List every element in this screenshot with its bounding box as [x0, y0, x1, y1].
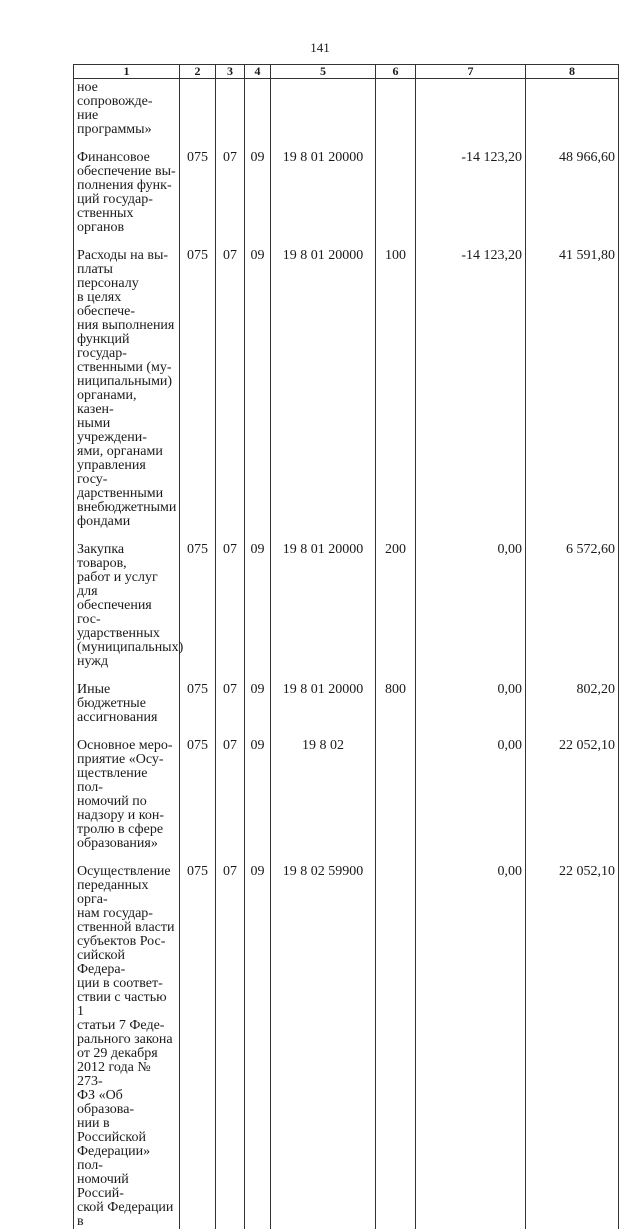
subsection-code-cell: 09: [245, 543, 271, 683]
item-name-line: Расходы на вы-: [77, 249, 176, 263]
header-col-5: 5: [271, 65, 376, 79]
page-number: 141: [0, 40, 640, 56]
item-name-line: функций государ-: [77, 333, 176, 361]
item-name-line: внебюджетными: [77, 501, 176, 515]
item-name-line: Закупка товаров,: [77, 543, 176, 571]
item-name-line: Осуществление: [77, 865, 176, 879]
item-name-line: ния выполнения: [77, 319, 176, 333]
subsection-code-cell: 09: [245, 739, 271, 865]
admin-code-cell: 075: [180, 151, 216, 249]
item-name-line: фондами: [77, 515, 176, 529]
item-name-line: ями, органами: [77, 445, 176, 459]
item-name-line: нам государ-: [77, 907, 176, 921]
item-name-line: органами, казен-: [77, 389, 176, 417]
item-name-line: переданных орга-: [77, 879, 176, 907]
expense-type-code-cell: [376, 865, 416, 1229]
table-body: [74, 79, 619, 1229]
item-name-line: работ и услуг для: [77, 571, 176, 599]
item-name-line: приятие «Осу-: [77, 753, 176, 767]
total-amount-cell: 41 591,80: [526, 249, 619, 543]
item-name-cell: [74, 543, 180, 683]
target-article-code-cell: 19 8 02 59900: [271, 865, 376, 1229]
item-name-line: субъектов Рос-: [77, 935, 176, 949]
admin-code-cell: 075: [180, 249, 216, 543]
total-amount-cell: 802,20: [526, 683, 619, 739]
table-row: [74, 151, 619, 249]
item-name-line: управления госу-: [77, 459, 176, 487]
total-amount-cell: 6 572,60: [526, 543, 619, 683]
item-name-line: нии в Российской: [77, 1117, 176, 1145]
subsection-code-cell: 09: [245, 249, 271, 543]
section-code-cell: 07: [216, 865, 245, 1229]
item-name-line: ствии с частью 1: [77, 991, 176, 1019]
table-row: [74, 739, 619, 865]
item-name-line: ществление пол-: [77, 767, 176, 795]
item-name-line: полнения функ-: [77, 179, 176, 193]
subsection-code-cell: 09: [245, 683, 271, 739]
table-row: [74, 865, 619, 1229]
header-col-2: 2: [180, 65, 216, 79]
section-code-cell: 07: [216, 543, 245, 683]
item-name-line: надзору и кон-: [77, 809, 176, 823]
section-code-cell: 07: [216, 151, 245, 249]
item-name-line: Федерации» пол-: [77, 1145, 176, 1173]
section-code-cell: 07: [216, 683, 245, 739]
table-row: [74, 683, 619, 739]
item-name-line: обеспечения гос-: [77, 599, 176, 627]
item-name-line: Основное меро-: [77, 739, 176, 753]
total-amount-cell: [526, 79, 619, 152]
section-code-cell: [216, 79, 245, 152]
item-name-line: ние программы»: [77, 109, 176, 137]
expense-type-code-cell: 100: [376, 249, 416, 543]
item-name-cell: [74, 249, 180, 543]
item-name-line: ции в соответ-: [77, 977, 176, 991]
header-col-7: 7: [416, 65, 526, 79]
item-name-line: 2012 года № 273-: [77, 1061, 176, 1089]
total-amount-cell: 22 052,10: [526, 739, 619, 865]
header-col-3: 3: [216, 65, 245, 79]
change-amount-cell: -14 123,20: [416, 249, 526, 543]
change-amount-cell: 0,00: [416, 865, 526, 1229]
item-name-line: номочий по: [77, 795, 176, 809]
header-col-6: 6: [376, 65, 416, 79]
item-name-line: ской Федерации в: [77, 1201, 176, 1229]
item-name-line: в целях обеспече-: [77, 291, 176, 319]
item-name-line: ственными (му-: [77, 361, 176, 375]
item-name-line: (муниципальных): [77, 641, 176, 655]
change-amount-cell: -14 123,20: [416, 151, 526, 249]
change-amount-cell: 0,00: [416, 683, 526, 739]
item-name-line: обеспечение вы-: [77, 165, 176, 179]
item-name-line: ственных органов: [77, 207, 176, 235]
admin-code-cell: 075: [180, 739, 216, 865]
total-amount-cell: 48 966,60: [526, 151, 619, 249]
expense-type-code-cell: 800: [376, 683, 416, 739]
target-article-code-cell: 19 8 01 20000: [271, 683, 376, 739]
change-amount-cell: 0,00: [416, 739, 526, 865]
item-name-cell: [74, 683, 180, 739]
section-code-cell: 07: [216, 249, 245, 543]
item-name-line: сийской Федера-: [77, 949, 176, 977]
expense-type-code-cell: [376, 739, 416, 865]
item-name-line: ными учреждени-: [77, 417, 176, 445]
table-row: [74, 79, 619, 152]
total-amount-cell: 22 052,10: [526, 865, 619, 1229]
header-col-8: 8: [526, 65, 619, 79]
subsection-code-cell: 09: [245, 151, 271, 249]
item-name-line: образования»: [77, 837, 176, 851]
item-name-cell: [74, 739, 180, 865]
item-name-line: Финансовое: [77, 151, 176, 165]
admin-code-cell: 075: [180, 543, 216, 683]
expense-type-code-cell: 200: [376, 543, 416, 683]
item-name-line: статьи 7 Феде-: [77, 1019, 176, 1033]
item-name-line: ФЗ «Об образова-: [77, 1089, 176, 1117]
budget-table: [73, 64, 619, 1229]
item-name-cell: [74, 151, 180, 249]
item-name-line: ударственных: [77, 627, 176, 641]
item-name-line: от 29 декабря: [77, 1047, 176, 1061]
subsection-code-cell: 09: [245, 865, 271, 1229]
admin-code-cell: 075: [180, 865, 216, 1229]
change-amount-cell: [416, 79, 526, 152]
header-col-1: 1: [74, 65, 180, 79]
item-name-line: Иные бюджетные: [77, 683, 176, 711]
header-row: [74, 65, 619, 79]
expense-type-code-cell: [376, 79, 416, 152]
item-name-line: ниципальными): [77, 375, 176, 389]
section-code-cell: 07: [216, 739, 245, 865]
target-article-code-cell: 19 8 02: [271, 739, 376, 865]
admin-code-cell: 075: [180, 683, 216, 739]
item-name-line: ций государ-: [77, 193, 176, 207]
target-article-code-cell: 19 8 01 20000: [271, 543, 376, 683]
table-row: [74, 249, 619, 543]
item-name-line: ассигнования: [77, 711, 176, 725]
target-article-code-cell: 19 8 01 20000: [271, 151, 376, 249]
target-article-code-cell: 19 8 01 20000: [271, 249, 376, 543]
item-name-line: тролю в сфере: [77, 823, 176, 837]
subsection-code-cell: [245, 79, 271, 152]
item-name-line: дарственными: [77, 487, 176, 501]
item-name-line: нужд: [77, 655, 176, 669]
admin-code-cell: [180, 79, 216, 152]
item-name-line: номочий Россий-: [77, 1173, 176, 1201]
table-row: [74, 543, 619, 683]
header-col-4: 4: [245, 65, 271, 79]
item-name-cell: [74, 79, 180, 152]
item-name-cell: [74, 865, 180, 1229]
item-name-line: платы персоналу: [77, 263, 176, 291]
target-article-code-cell: [271, 79, 376, 152]
expense-type-code-cell: [376, 151, 416, 249]
item-name-line: ственной власти: [77, 921, 176, 935]
item-name-line: рального закона: [77, 1033, 176, 1047]
change-amount-cell: 0,00: [416, 543, 526, 683]
item-name-line: ное сопровожде-: [77, 81, 176, 109]
